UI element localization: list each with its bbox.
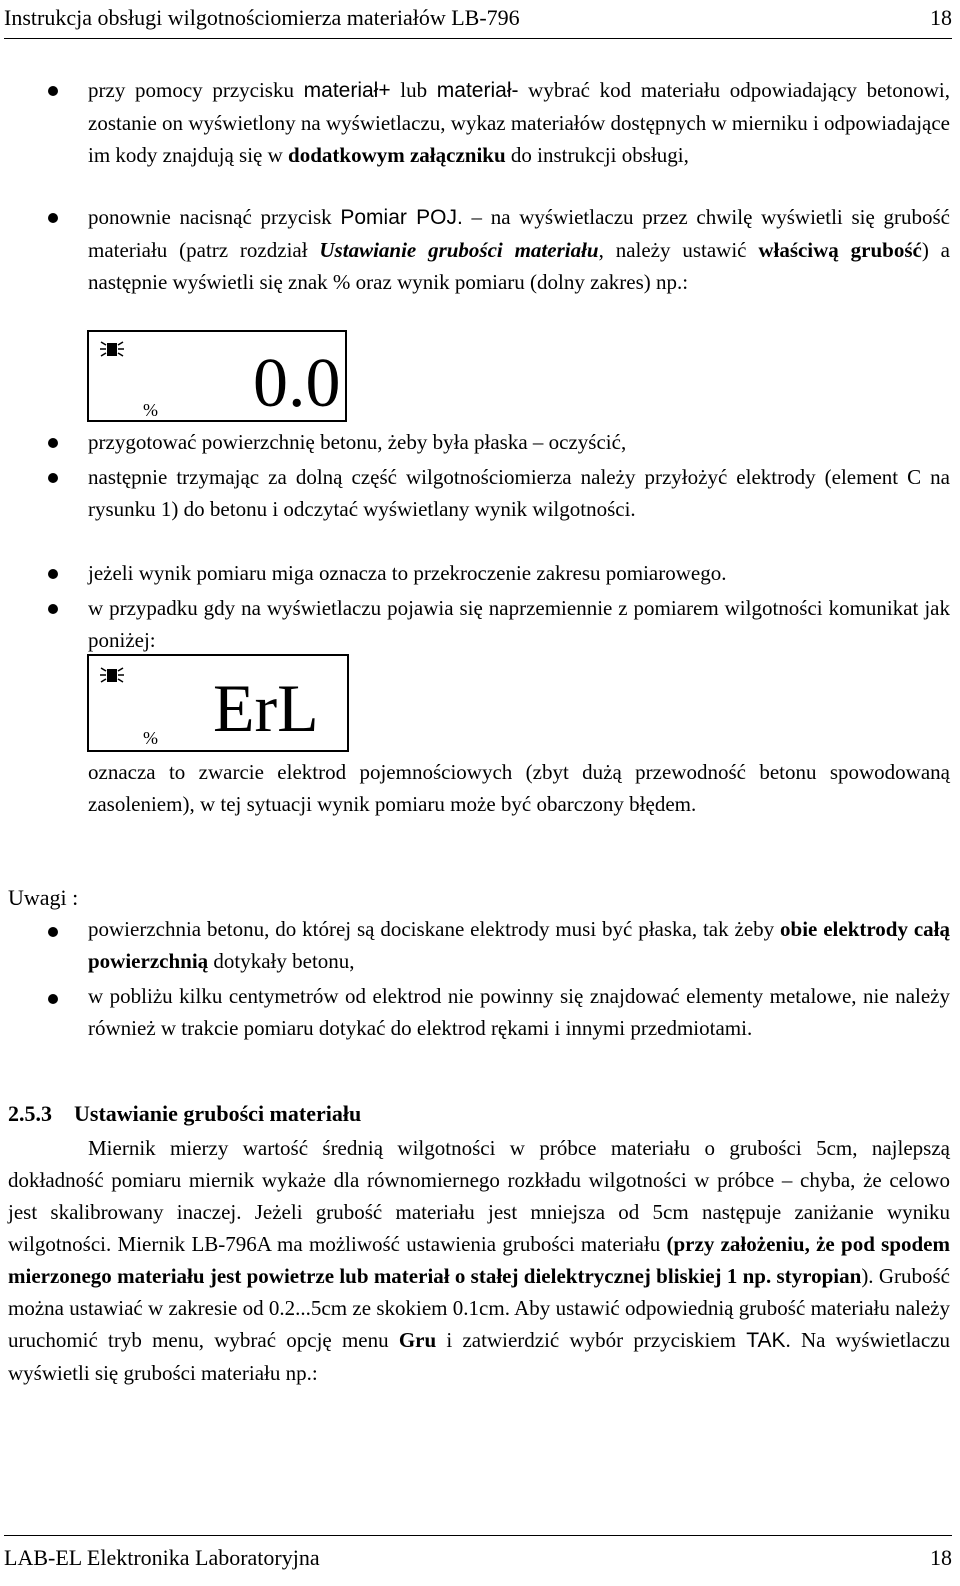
footer-page-number: 18 (930, 1545, 952, 1570)
err-explanation: oznacza to zwarcie elektrod pojemnościowych (zbyt dużą przewodność betonu spowodowaną zasoleniem), w tej sytuacji wynik pomiaru może być obarczony błędem. (88, 760, 950, 816)
bullet-dot (48, 86, 58, 96)
bullet-dot (48, 927, 58, 937)
section-paragraph: Miernik mierzy wartość średnią wilgotności w próbce materiału o grubości 5cm, najlepszą dokładność pomiaru miernik wykaże dla równomiernego rozkładu wilgotności w próbce – chyba, że celowo jest skalibrowany inaczej. Jeżeli grubość materiału jest mniejsza od 5cm następuje zaniżanie wyniku wilgotności. Miernik LB-796A ma możliwość ustawienia grubości materiału (przy założeniu, że pod spodem mierzonego materiału jest powietrze lub materiał o stałej dielektrycznej bliskiej 1 np. styropian). Grubość można ustawiać w zakresie od 0.2...5cm ze skokiem 0.1cm. Aby ustawić odpowiednią grubość materiału należy uruchomić tryb menu, wybrać opcję menu Gru i zatwierdzić wybór przyciskiem TAK. Na wyświetlaczu wyświetli się grubości materiału np.: (8, 1136, 951, 1385)
bullet-prepare-surface: przygotować powierzchnię betonu, żeby była płaska – oczyścić, (88, 430, 627, 454)
lcd-unit-percent: % (143, 400, 158, 420)
footer-company: LAB-EL Elektronika Laboratoryjna (4, 1545, 320, 1570)
page-footer (4, 1535, 952, 1586)
bullet-dot (48, 473, 58, 483)
key-tak: TAK (746, 1329, 786, 1352)
section-title: Ustawianie grubości materiału (74, 1101, 362, 1126)
key-material-minus: materiał- (436, 79, 519, 102)
document-title: Instrukcja obsługi wilgotnościomierza materiałów LB-796 (4, 5, 520, 30)
bullet-dot (48, 604, 58, 614)
notes-heading: Uwagi : (8, 885, 79, 910)
bullet-dot (48, 569, 58, 579)
note-metal-elements: w pobliżu kilku centymetrów od elektrod nie powinny się znajdować elementy metalowe, nie należy również w trakcie pomiaru dotykać do elektrod rękami i innymi przedmiotami. (88, 984, 950, 1040)
bullet-press-measure: ponownie nacisnąć przycisk Pomiar POJ. – na wyświetlaczu przez chwilę wyświetli się grubość materiału (patrz rozdział Ustawianie grubości materiału, należy ustawić właściwą grubość) a następnie wyświetli się znak % oraz wynik pomiaru (dolny zakres) np.: (88, 205, 950, 294)
bullet-dot (48, 213, 58, 223)
bullet-hold-meter: następnie trzymając za dolną część wilgotnościomierza należy przyłożyć elektrody (element C na rysunku 1) do betonu i odczytać wyświetlany wynik wilgotności. (88, 465, 950, 521)
section-number: 2.5.3 (8, 1101, 52, 1126)
lcd-display-reading (87, 330, 347, 422)
page-header (4, 2, 952, 39)
bullet-blinking-result: jeżeli wynik pomiaru miga oznacza to przekroczenie zakresu pomiarowego. (88, 561, 727, 585)
section-heading (8, 1098, 361, 1130)
header-page-number: 18 (930, 5, 952, 30)
key-pomiar-poj: Pomiar POJ. (340, 206, 463, 229)
bullet-err-message: w przypadku gdy na wyświetlaczu pojawia się naprzemiennie z pomiarem wilgotności komunikat jak poniżej: (88, 596, 950, 652)
battery-icon (99, 338, 125, 360)
lcd-display-error (87, 654, 349, 752)
bullet-dot (48, 994, 58, 1004)
lcd-unit-percent: % (143, 728, 158, 748)
key-material-plus: materiał+ (303, 79, 391, 102)
lcd-value: 0.0 (253, 345, 341, 422)
note-flat-surface: powierzchnia betonu, do której są dociskane elektrody musi być płaska, tak żeby obie elektrody całą powierzchnią dotykały betonu, (88, 917, 951, 973)
lcd-error-code: ErL (213, 670, 319, 746)
battery-icon (99, 664, 125, 686)
bullet-material-select: przy pomocy przycisku materiał+ lub materiał- wybrać kod materiału odpowiadający betonowi, zostanie on wyświetlony na wyświetlaczu, wykaz materiałów dostępnych w mierniku i odpowiadające im kody znajdują się w dodatkowym załączniku do instrukcji obsługi, (88, 78, 950, 167)
bullet-dot (48, 438, 58, 448)
